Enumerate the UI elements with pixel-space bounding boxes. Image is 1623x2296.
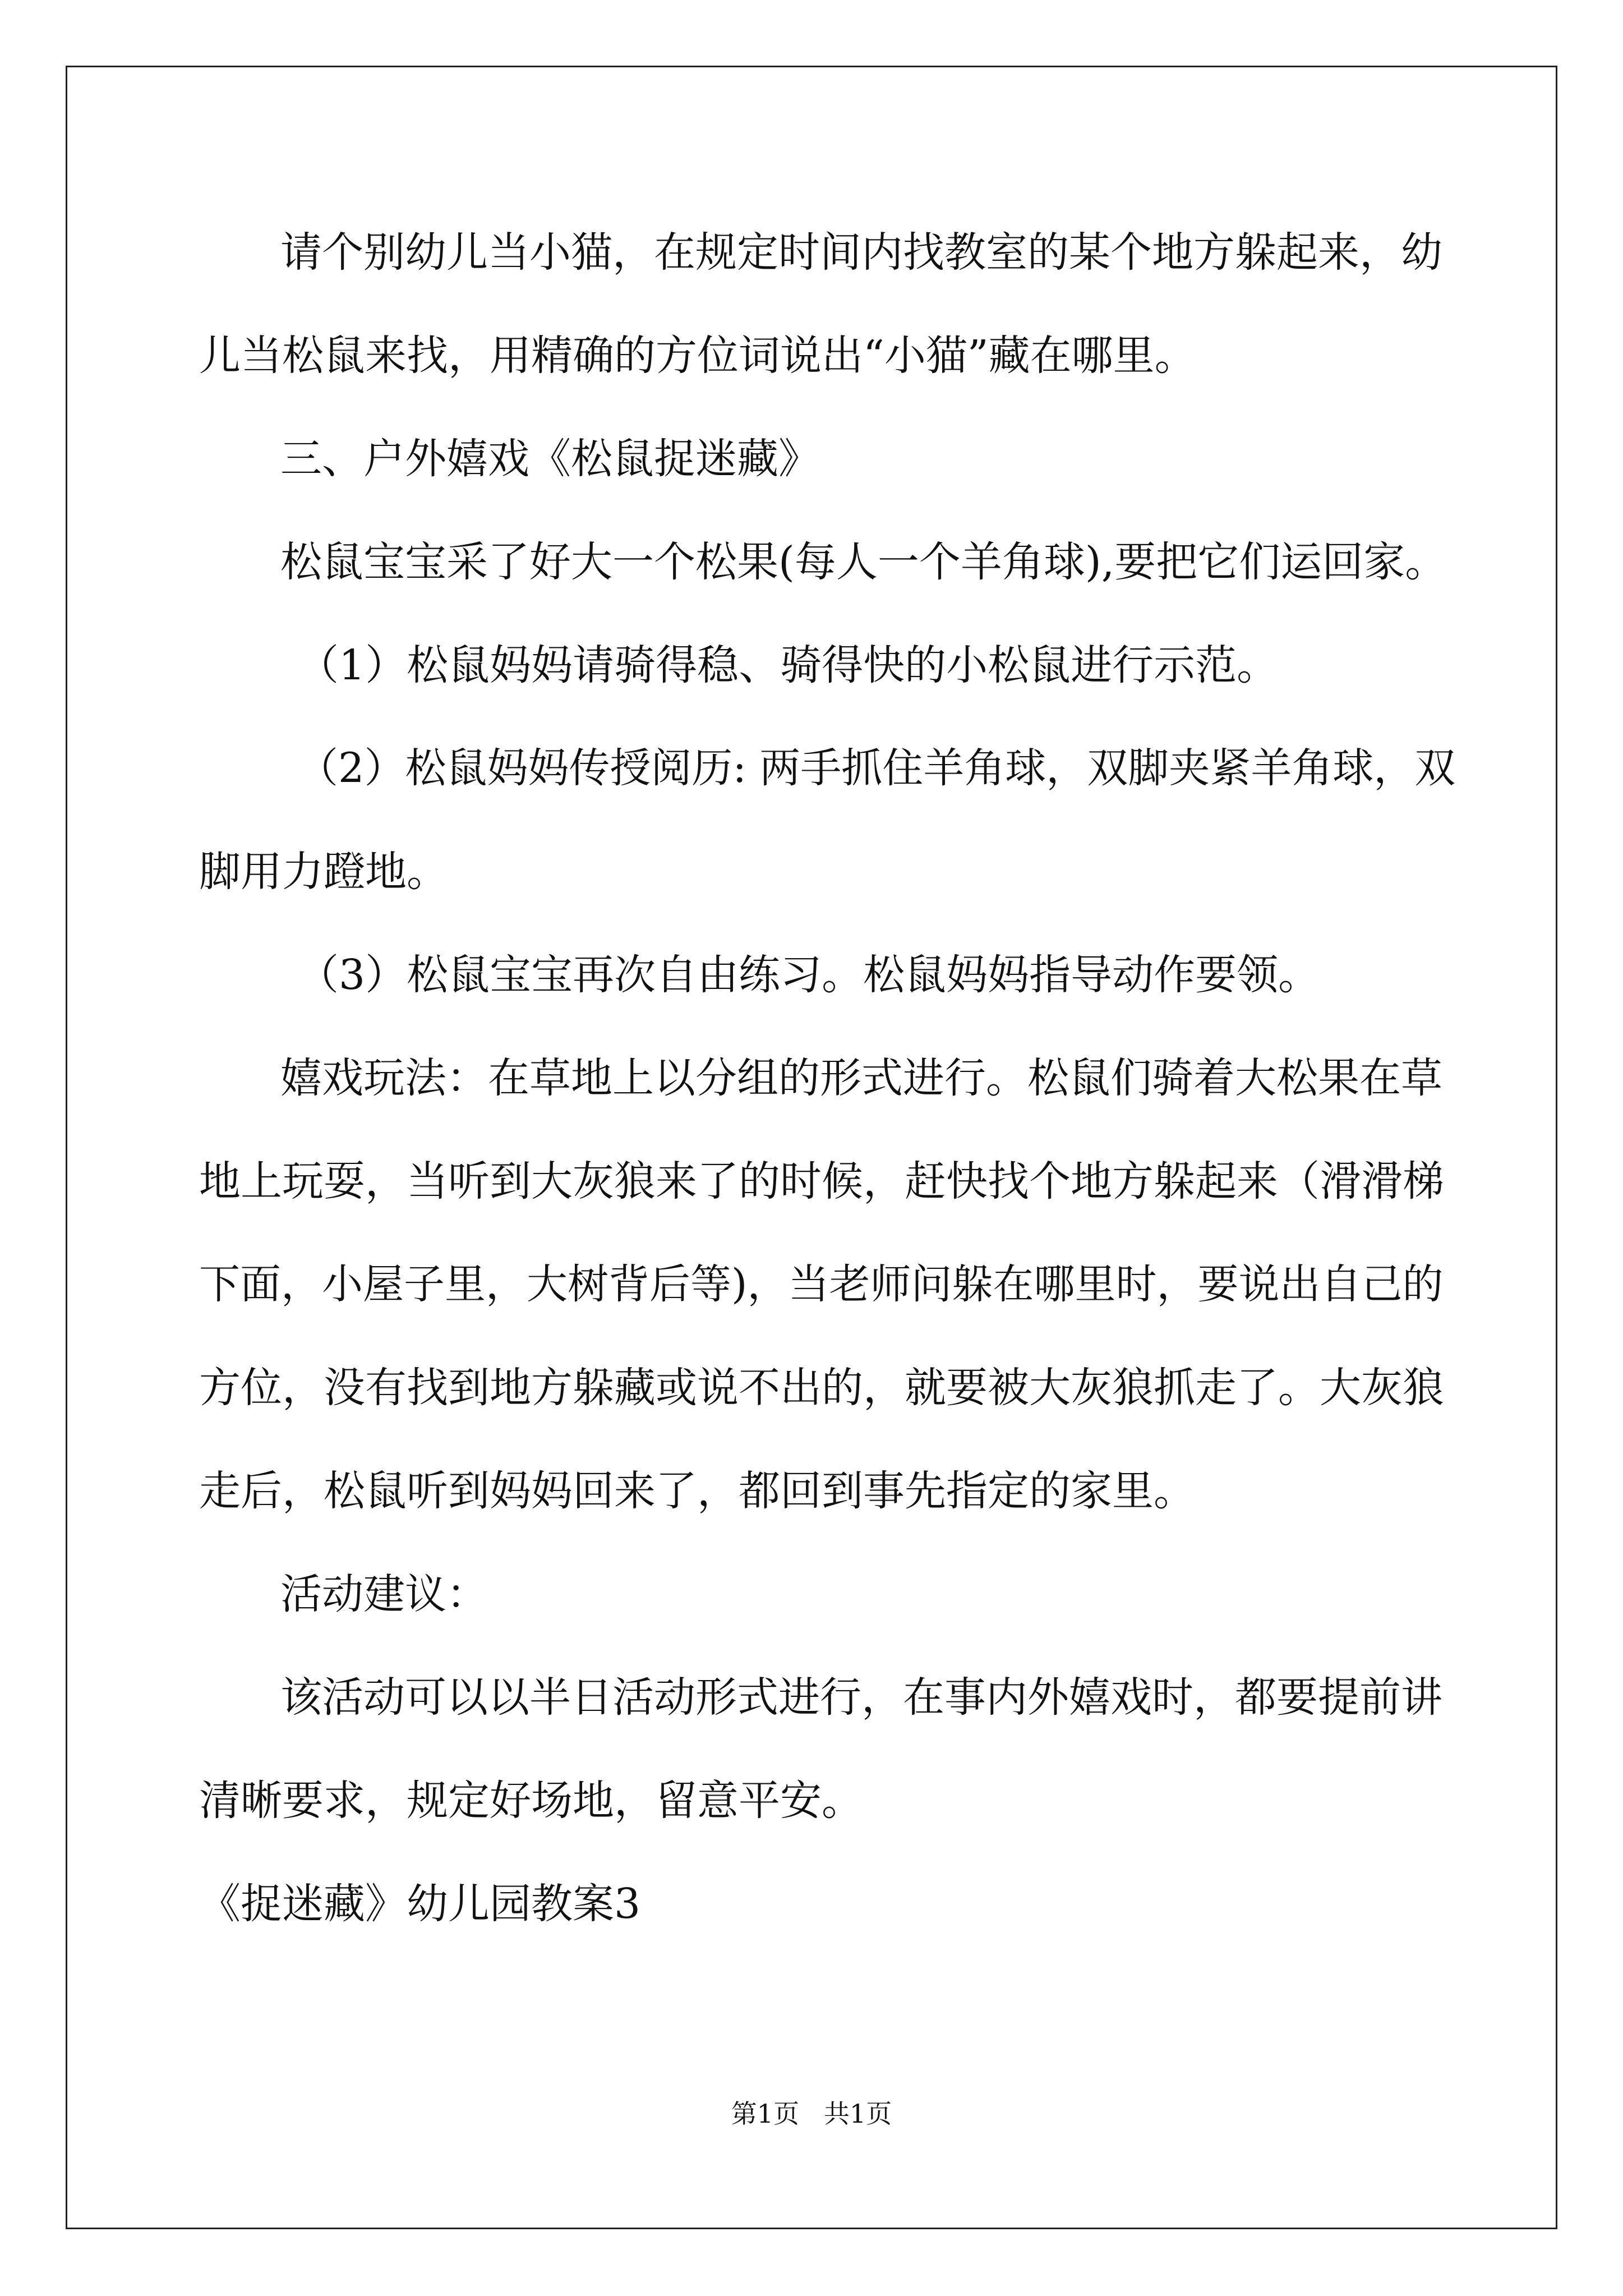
step-1: （1）松鼠妈妈请骑得稳、骑得快的小松鼠进行示范。 [297,641,1279,689]
section-heading: 三、户外嬉戏《松鼠捉迷藏》 [280,435,820,483]
suggestion-line-2: 清晰要求，规定好场地，留意平安。 [199,1777,863,1825]
step-2: （2）松鼠妈妈传授阅历: 两手抓住羊角球，双脚夹紧羊角球，双 [297,744,1456,792]
game-rules-line-1: 嬉戏玩法：在草地上以分组的形式进行。松鼠们骑着大松果在草 [280,1054,1442,1102]
suggestion-heading: 活动建议： [280,1570,488,1618]
step-2-continued: 脚用力蹬地。 [199,848,448,896]
game-rules-line-4: 方位，没有找到地方躲藏或说不出的，就要被大灰狼抓走了。大灰狼 [199,1364,1444,1412]
lesson-plan-title: 《捉迷藏》幼儿园教案3 [199,1880,641,1928]
game-rules-line-3: 下面，小屋子里，大树背后等)，当老师问躲在哪里时，要说出自己的 [199,1260,1444,1308]
text-line-4: 松鼠宝宝采了好大一个松果(每人一个羊角球),要把它们运回家。 [280,538,1447,586]
game-rules-line-2: 地上玩耍，当听到大灰狼来了的时候，赶快找个地方躲起来（滑滑梯 [199,1157,1444,1205]
step-3: （3）松鼠宝宝再次自由练习。松鼠妈妈指导动作要领。 [297,951,1320,999]
page-footer: 第1页 共1页 [731,2099,892,2129]
text-line-2: 儿当松鼠来找，用精确的方位词说出“小猫”藏在哪里。 [199,332,1196,380]
text-line-1: 请个别幼儿当小猫，在规定时间内找教室的某个地方躲起来，幼 [280,228,1442,277]
suggestion-line-1: 该活动可以以半日活动形式进行，在事内外嬉戏时，都要提前讲 [280,1673,1442,1722]
game-rules-line-5: 走后，松鼠听到妈妈回来了，都回到事先指定的家里。 [199,1467,1195,1515]
